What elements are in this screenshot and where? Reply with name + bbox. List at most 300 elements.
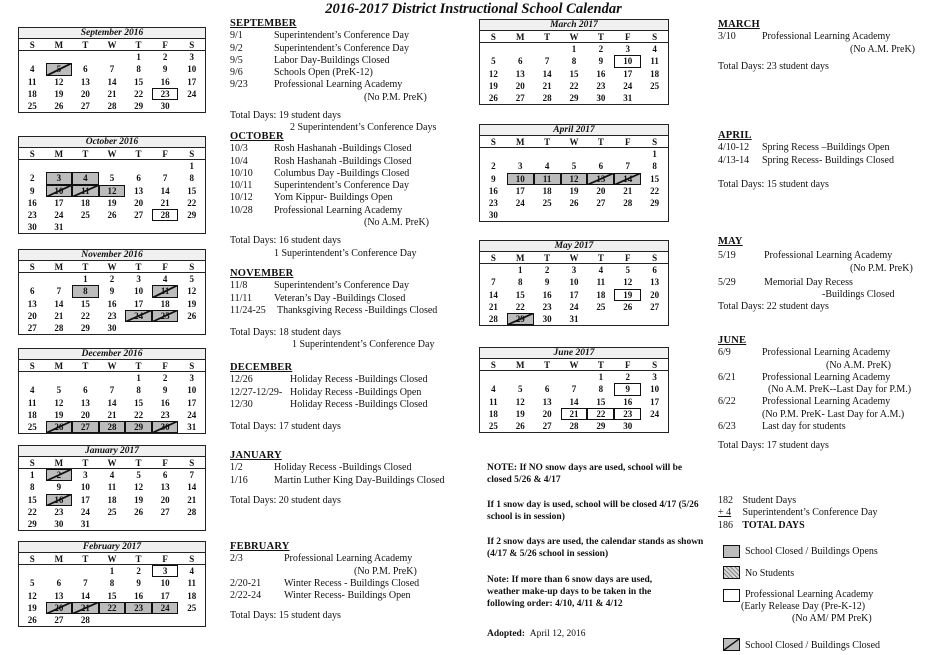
calendar-day: 18 [596,289,606,300]
weekday-header: W [561,252,588,264]
calendar-day: 30 [542,313,552,324]
empty-day [480,371,507,383]
calendar-day: 14 [54,298,64,309]
calendar-day: 9 [56,482,62,493]
total-days: Total Days: 22 student days [718,301,829,313]
calendar-title: November 2016 [19,250,205,261]
calendar-day: 10 [134,286,144,297]
calendar-day: 30 [54,518,64,529]
calendar-day: 21 [72,602,99,614]
calendar-day: 6 [518,56,523,67]
calendar-day: 1 [136,52,141,63]
calendar-day: 18 [187,590,197,601]
calendar-day: 3 [152,565,179,577]
weekday-header: S [480,31,507,43]
event: 9/6 Schools Open (PreK-12) [230,67,373,79]
event: 12/30 Holiday Recess -Buildings Closed [230,398,428,410]
calendar-day: 17 [569,289,579,300]
calendar-may-2017 [479,240,669,326]
calendar-day: 10 [650,384,660,395]
calendar-day: 26 [569,197,579,208]
event: 10/11 Superintendent’s Conference Day [230,180,409,192]
calendar-day: 11 [187,578,196,589]
calendar-day: 28 [107,100,117,111]
calendar-day: 21 [561,408,588,420]
calendar-day: 28 [569,420,579,431]
calendar-day: 9 [491,173,496,184]
calendar-day: 8 [136,385,141,396]
calendar-day: 3 [189,373,194,384]
empty-day [19,160,46,172]
calendar-day: 21 [623,185,633,196]
calendar-day: 7 [571,384,577,395]
event-note: (No P.M. PreK) [364,91,427,103]
weekday-header: M [507,136,534,148]
calendar-day: 24 [125,310,152,322]
calendar-day: 28 [488,313,498,324]
calendar-day: 2 [598,44,604,55]
calendar-day: 24 [187,409,197,420]
calendar-day: 2 [46,469,73,481]
calendar-day: 23 [614,408,641,420]
event: 10/28 Professional Learning Academy [230,204,403,216]
calendar-day: 3 [189,52,194,63]
weekday-header: F [152,261,179,273]
calendar-day: 8 [109,578,115,589]
weekday-header: T [587,359,614,371]
calendar-day: 22 [134,88,144,99]
event-note: -Buildings Closed [822,289,895,301]
calendar-day: 28 [623,197,633,208]
calendar-february-2017 [18,541,206,627]
weekday-header: F [152,148,179,160]
calendar-day: 4 [30,64,35,75]
calendar-day: 23 [27,209,37,220]
calendar-day: 13 [650,277,660,288]
calendar-day: 27 [542,420,552,431]
weekday-header: W [99,39,126,51]
calendar-day: 23 [152,88,179,100]
calendar-december-2016 [18,348,206,434]
conference-days-line: + 4 Superintendent’s Conference Day [718,507,878,519]
calendar-day: 5 [518,384,523,395]
calendar-day: 18 [542,185,552,196]
calendar-day: 11 [28,397,37,408]
event: 12/26 Holiday Recess -Buildings Closed [230,374,428,386]
calendar-day: 4 [544,161,550,172]
weekday-header: T [125,39,152,51]
calendar-day: 14 [160,185,170,196]
section-heading: APRIL [718,130,752,141]
calendar-day: 1 [598,372,604,383]
event: 1/2 Holiday Recess -Buildings Closed [230,462,412,474]
calendar-day: 17 [187,76,197,87]
section-heading: MAY [718,236,743,247]
calendar-day: 6 [544,384,550,395]
calendar-day: 12 [99,185,126,197]
weekday-header: T [587,252,614,264]
total-days: Total Days: 15 student days [718,178,829,190]
calendar-grid [19,553,205,626]
weekday-header: M [46,553,73,565]
empty-day [46,372,73,384]
event-note: (No A.M. PreK) [364,217,429,229]
calendar-day: 25 [80,209,90,220]
calendar-day: 11 [152,285,179,297]
calendar-day: 14 [542,68,552,79]
event: 10/3 Rosh Hashanah -Buildings Closed [230,143,412,155]
calendar-day: 2 [625,372,630,383]
calendar-day: 5 [571,161,577,172]
empty-day [152,160,179,172]
calendar-grid [19,261,205,334]
calendar-day: 27 [27,322,37,333]
calendar-day: 24 [569,301,579,312]
calendar-day: 17 [187,397,197,408]
calendar-day: 24 [54,209,64,220]
empty-day [614,148,641,160]
calendar-day: 31 [54,222,64,233]
empty-day [507,371,534,383]
empty-day [19,51,46,63]
calendar-day: 18 [160,298,170,309]
calendar-day: 6 [56,578,62,589]
weekday-header: M [46,360,73,372]
calendar-day: 27 [650,301,660,312]
calendar-day: 15 [187,185,197,196]
calendar-day: 26 [54,100,64,111]
calendar-day: 6 [83,64,88,75]
section-november [230,268,475,352]
calendar-day: 14 [488,289,498,300]
calendar-day: 9 [162,385,168,396]
event: 4/10-12 Spring Recess –Buildings Open [718,142,890,154]
calendar-day: 19 [515,408,525,419]
legend-pla-sub2: (No AM/ PM PreK) [792,613,872,624]
calendar-day: 13 [587,173,614,185]
calendar-day: 14 [80,590,90,601]
calendar-day: 15 [27,494,37,505]
event-note: (No P.M. PreK) [850,262,913,274]
calendar-day: 6 [83,385,88,396]
calendar-day: 29 [569,92,579,103]
weekday-header: S [19,148,46,160]
calendar-day: 12 [187,286,197,297]
weekday-header: S [480,252,507,264]
calendar-day: 15 [80,298,90,309]
calendar-day: 16 [623,396,633,407]
conference-days: 2 Superintendent’s Conference Days [290,122,437,134]
calendar-day: 28 [99,421,126,433]
calendar-day: 9 [614,383,641,395]
calendar-day: 26 [107,209,117,220]
calendar-day: 7 [625,161,630,172]
calendar-day: 11 [650,56,659,67]
calendar-day: 17 [623,68,633,79]
calendar-day: 19 [569,185,579,196]
calendar-day: 3 [136,274,141,285]
weekday-header: S [178,261,205,273]
section-heading: JANUARY [230,450,282,461]
calendar-day: 13 [160,482,170,493]
calendar-january-2017 [18,445,206,531]
calendar-day: 19 [107,197,117,208]
calendar-day: 21 [488,301,498,312]
calendar-day: 4 [30,385,35,396]
weekday-header: W [99,457,126,469]
calendar-day: 20 [80,88,90,99]
calendar-day: 30 [27,222,37,233]
calendar-day: 23 [596,80,606,91]
calendar-day: 8 [30,482,35,493]
calendar-day: 15 [134,76,144,87]
event: 10/12 Yom Kippur- Buildings Open [230,192,393,204]
calendar-day: 4 [72,172,99,184]
weekday-header: T [72,360,99,372]
calendar-day: 30 [623,420,633,431]
weekday-header: M [46,457,73,469]
adopted-line [487,628,687,640]
calendar-day: 16 [160,397,170,408]
calendar-day: 19 [187,298,197,309]
weekday-header: T [72,39,99,51]
event: 6/9 Professional Learning Academy [718,347,891,359]
calendar-day: 3 [46,172,73,184]
calendar-day: 12 [134,482,144,493]
section-heading: NOVEMBER [230,268,294,279]
calendar-day: 25 [187,602,197,613]
calendar-day: 22 [80,310,90,321]
calendar-day: 13 [80,76,90,87]
calendar-day: 7 [109,385,115,396]
calendar-day: 9 [544,277,550,288]
calendar-day: 6 [30,286,35,297]
calendar-day: 12 [488,68,498,79]
calendar-day: 22 [650,185,660,196]
page-title: 2016-2017 District Instructional School Calendar [325,1,622,17]
calendar-day: 7 [491,277,496,288]
calendar-day: 27 [596,197,606,208]
calendar-day: 19 [54,409,64,420]
empty-day [46,51,73,63]
calendar-day: 27 [72,421,99,433]
calendar-day: 13 [54,590,64,601]
empty-day [46,565,73,577]
section-february [230,541,475,623]
calendar-title: September 2016 [19,28,205,39]
section-october [230,131,475,260]
calendar-day: 1 [518,265,523,276]
calendar-day: 18 [27,88,37,99]
weekday-header: S [178,457,205,469]
calendar-day: 28 [80,614,90,625]
calendar-day: 8 [571,56,577,67]
calendar-title: May 2017 [480,241,668,252]
event: 6/21 Professional Learning Academy [718,371,891,383]
calendar-day: 31 [187,421,197,432]
calendar-day: 30 [488,210,498,221]
calendar-day: 16 [27,197,37,208]
calendar-day: 19 [134,494,144,505]
calendar-day: 6 [162,470,168,481]
calendar-day: 26 [623,301,633,312]
calendar-day: 24 [152,602,179,614]
calendar-april-2017 [479,124,669,222]
calendar-day: 7 [189,470,194,481]
weekday-header: S [641,31,668,43]
calendar-day: 15 [650,173,660,184]
calendar-day: 16 [596,68,606,79]
calendar-day: 15 [596,396,606,407]
calendar-day: 4 [652,44,657,55]
calendar-day: 29 [134,100,144,111]
calendar-day: 17 [134,298,144,309]
calendar-day: 9 [598,56,604,67]
calendar-day: 27 [54,614,64,625]
calendar-day: 25 [27,421,37,432]
total-days: Total Days: 20 student days [230,494,341,506]
calendar-day: 3 [83,470,88,481]
calendar-day: 23 [542,301,552,312]
calendar-day: 25 [542,197,552,208]
legend-pla-sub1: (Early Release Day (Pre-K-12) [741,601,866,612]
calendar-day: 28 [187,506,197,517]
calendar-day: 17 [160,590,170,601]
event: 11/8 Superintendent’s Conference Day [230,280,409,292]
weekday-header: T [534,252,561,264]
calendar-day: 20 [46,602,73,614]
calendar-day: 19 [54,88,64,99]
calendar-march-2017 [479,19,669,105]
calendar-day: 10 [187,64,197,75]
calendar-day: 30 [152,421,179,433]
calendar-day: 8 [189,173,194,184]
empty-day [534,43,561,55]
calendar-title: October 2016 [19,137,205,148]
calendar-day: 10 [46,185,73,197]
calendar-day: 7 [56,286,62,297]
calendar-day: 9 [136,578,141,589]
calendar-day: 6 [136,173,141,184]
calendar-day: 13 [542,396,552,407]
calendar-day: 10 [160,578,170,589]
event: 9/23 Professional Learning Academy [230,79,403,91]
total-days: Total Days: 19 student days [230,110,341,122]
event-note: (No A.M. PreK) [850,43,915,55]
section-september [230,18,475,135]
calendar-day: 12 [623,277,633,288]
calendar-day: 14 [107,76,117,87]
calendar-day: 25 [488,420,498,431]
calendar-day: 12 [54,76,64,87]
event-note: (No P.M. PreK) [354,565,417,577]
calendar-day: 30 [107,322,117,333]
total-days: Total Days: 18 student days [230,327,341,339]
calendar-day: 5 [30,578,35,589]
calendar-day: 19 [27,602,37,613]
empty-day [46,160,73,172]
weekday-header: S [480,359,507,371]
calendar-title: June 2017 [480,348,668,359]
calendar-day: 14 [614,173,641,185]
weekday-header: T [72,457,99,469]
empty-day [72,51,99,63]
calendar-day: 13 [80,397,90,408]
weekday-header: F [152,457,179,469]
event: 12/27-12/29- Holiday Recess -Buildings Open [230,386,422,398]
note-two-snow: If 2 snow days are used, the calendar stands as shown (4/17 & 5/26 school in session) [487,537,704,559]
weekday-header: S [641,252,668,264]
calendar-day: 9 [162,64,168,75]
total-days-line: 186 TOTAL DAYS [718,519,805,531]
student-days-line: 182 Student Days [718,495,797,506]
calendar-day: 2 [136,566,141,577]
weekday-header: W [99,148,126,160]
calendar-day: 14 [187,482,197,493]
calendar-day: 10 [614,55,641,67]
total-days: Total Days: 17 student days [230,421,341,433]
calendar-day: 9 [30,185,35,196]
event: 10/4 Rosh Hashanah -Buildings Closed [230,155,412,167]
calendar-day: 4 [162,274,168,285]
weekday-header: F [614,252,641,264]
note-six-snow: Note: If more than 6 snow days are used, weather make-up days to be taken in the following order: 4/10, 4/11 & 4/12 [487,575,653,609]
calendar-day: 2 [491,161,496,172]
calendar-day: 20 [542,408,552,419]
weekday-header: F [614,136,641,148]
calendar-day: 26 [27,614,37,625]
calendar-day: 27 [80,100,90,111]
section-heading: JUNE [718,335,747,346]
calendar-day: 6 [652,265,657,276]
empty-day [534,148,561,160]
calendar-day: 10 [187,385,197,396]
calendar-day: 27 [134,209,144,220]
event: 11/24-25 Thanksgiving Recess -Buildings Closed [230,304,438,316]
calendar-day: 25 [152,310,179,322]
weekday-header: T [125,457,152,469]
calendar-day: 14 [107,397,117,408]
calendar-day: 13 [515,68,525,79]
calendar-day: 20 [515,80,525,91]
event: 6/23 Last day for students [718,421,846,433]
section-heading: DECEMBER [230,362,293,373]
calendar-day: 25 [107,506,117,517]
calendar-grid [19,457,205,530]
calendar-day: 1 [189,161,194,172]
calendar-day: 26 [134,506,144,517]
calendar-day: 5 [189,274,194,285]
weekday-header: S [19,39,46,51]
calendar-day: 3 [571,265,577,276]
calendar-day: 18 [650,68,660,79]
calendar-grid [19,39,205,112]
calendar-day: 22 [515,301,525,312]
calendar-day: 12 [561,173,588,185]
calendar-day: 3 [652,372,657,383]
event: 10/10 Columbus Day -Buildings Closed [230,167,410,179]
section-april [718,130,943,191]
calendar-day: 7 [83,578,88,589]
calendar-day: 12 [515,396,525,407]
calendar-day: 22 [134,409,144,420]
event: 5/19 Professional Learning Academy [718,250,893,262]
calendar-day: 18 [488,408,498,419]
calendar-day: 29 [187,209,197,220]
weekday-header: W [561,31,588,43]
calendar-title: February 2017 [19,542,205,553]
calendar-day: 8 [652,161,657,172]
